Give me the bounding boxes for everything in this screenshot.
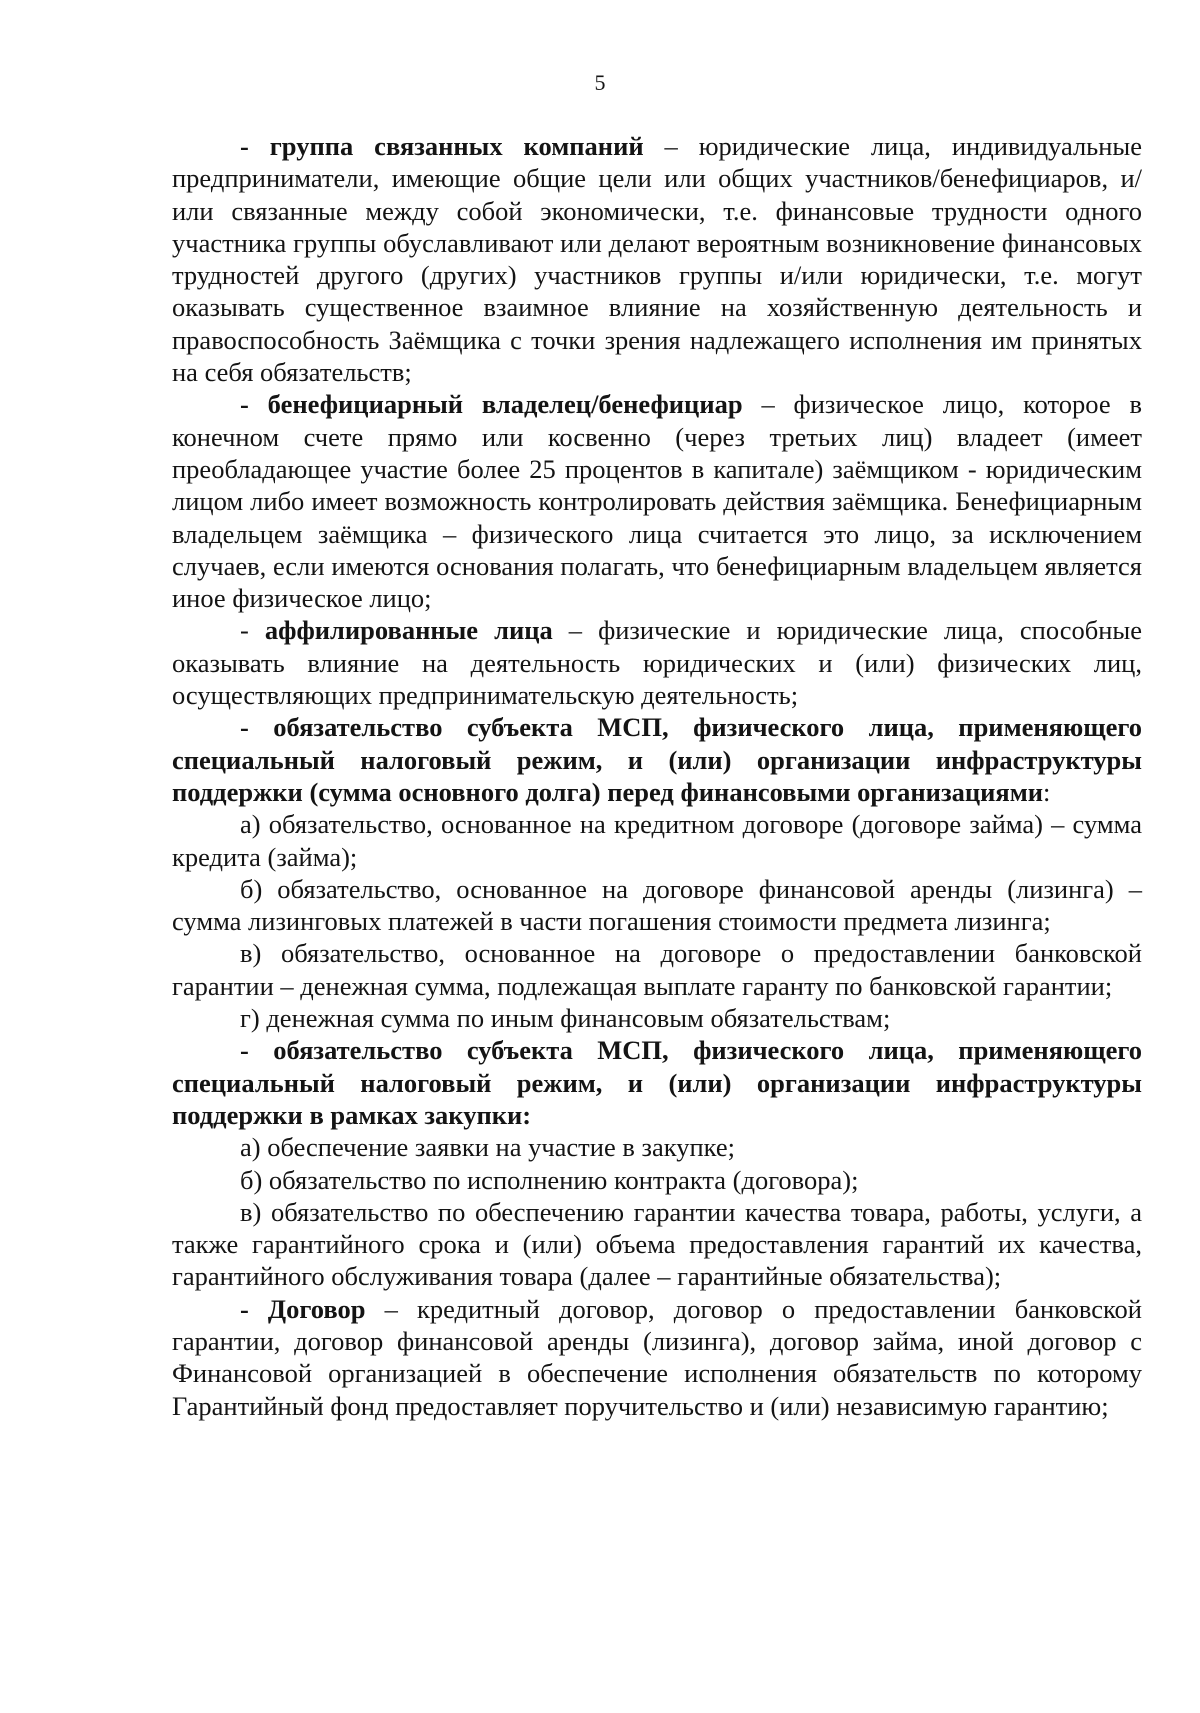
- list-item: в) обязательство по обеспечению гарантии качества товара, работы, услуги, а также гарантийного срока и (или) объема предоставления гарантий их качества, гарантийного обслуживания товара (далее – гарантийные обязательства);: [172, 1196, 1142, 1292]
- term: - группа связанных компаний: [240, 131, 644, 161]
- definition-text: :: [1043, 776, 1051, 807]
- definition-beneficiary: [172, 388, 1142, 614]
- definition-text: – физическое лицо, которое в конечном счете прямо или косвенно (через третьих лиц) владеет (имеет преобладающее участие более 25 процентов в капитале) заёмщиком - юридическим лицом либо имеет возможность контролировать действия заёмщика. Бенефициарным владельцем заёмщика – физического лица считается это лицо, за исключением случаев, если имеются основания полагать, что бенефициарным владельцем является иное физическое лицо;: [172, 389, 1142, 614]
- list-item: г) денежная сумма по иным финансовым обязательствам;: [240, 1003, 891, 1034]
- definition-text: – кредитный договор, договор о предоставлении банковской гарантии, договор финансовой аренды (лизинга), договор займа, иной договор с Финансовой организацией в обеспечение исполнения обязательств по которому Гарантийный фонд предоставляет поручительство и (или) независимую гарантию;: [172, 1293, 1142, 1421]
- list-item: а) обязательство, основанное на кредитном договоре (договоре займа) – сумма кредита (займа);: [172, 809, 1142, 872]
- term: - Договор: [240, 1293, 366, 1324]
- definition-affiliated-persons: [172, 614, 1142, 711]
- prefix: -: [240, 615, 265, 646]
- list-item: б) обязательство, основанное на договоре финансовой аренды (лизинга) – сумма лизинговых платежей в части погашения стоимости предмета лизинга;: [172, 873, 1142, 937]
- list-item: а) обеспечение заявки на участие в закупке;: [240, 1132, 735, 1163]
- list-item: б) обязательство по исполнению контракта (договора);: [240, 1164, 859, 1195]
- term: - обязательство субъекта МСП, физического лица, применяющего специальный налоговый режим, и (или) организации инфраструктуры поддержки в рамках закупки:: [172, 1035, 1142, 1130]
- definition-contract: [172, 1293, 1142, 1422]
- definition-obligation-financial: [172, 711, 1142, 808]
- document-body: [172, 130, 1142, 1422]
- page-number: 5: [594, 70, 606, 95]
- definition-group-companies: [172, 130, 1142, 388]
- term: аффилированные лица: [264, 615, 553, 646]
- term: - бенефициарный владелец/бенефициар: [240, 389, 743, 420]
- definition-text: – юридические лица, индивидуальные предприниматели, имеющие общие цели или общих участников/бенефициаров, и/или связанные между собой экономически, т.е. финансовые трудности одного участника группы обуславливают или делают вероятным возникновение финансовых трудностей другого (других) участников группы и/или юридически, т.е. могут оказывать существенное взаимное влияние на хозяйственную деятельность и правоспособность Заёмщика с точки зрения надлежащего исполнения им принятых на себя обязательств;: [172, 131, 1143, 388]
- term: - обязательство субъекта МСП, физического лица, применяющего специальный налоговый режим, и (или) организации инфраструктуры поддержки (сумма основного долга) перед финансовыми организациями: [172, 712, 1142, 807]
- definition-text: – физические и юридические лица, способные оказывать влияние на деятельность юридических и (или) физических лиц, осуществляющих предпринимательскую деятельность;: [172, 615, 1142, 711]
- list-item: в) обязательство, основанное на договоре о предоставлении банковской гарантии – денежная сумма, подлежащая выплате гаранту по банковской гарантии;: [172, 938, 1142, 1001]
- definition-obligation-procurement: [172, 1034, 1142, 1131]
